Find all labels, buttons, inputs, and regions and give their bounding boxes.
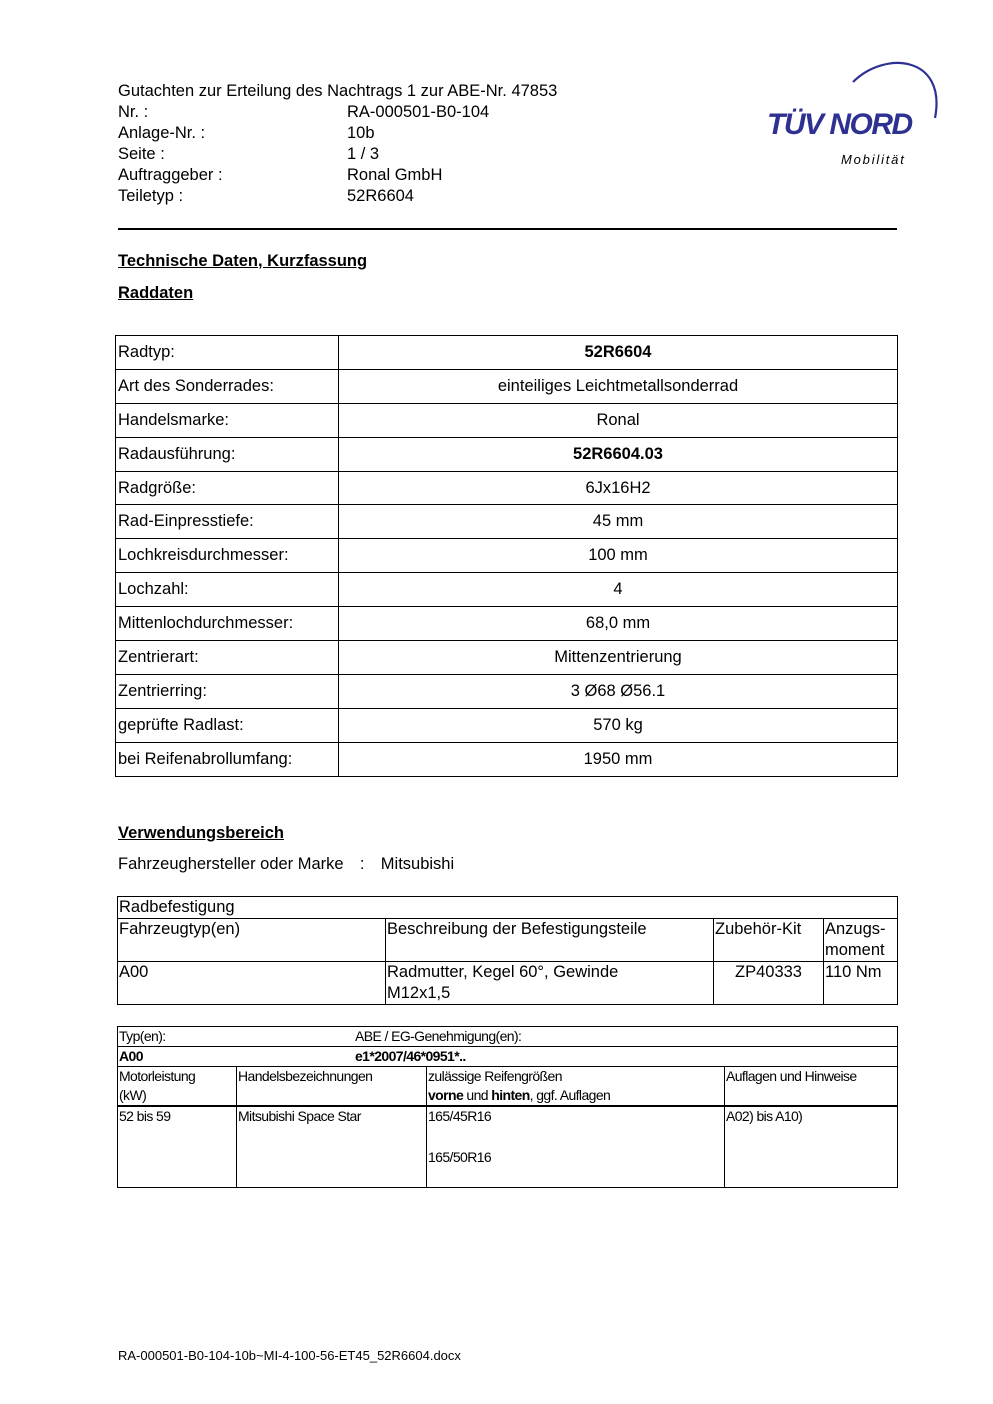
logo-sub: Mobilität <box>841 152 906 167</box>
raddaten-value: 1950 mm <box>339 742 898 776</box>
typ-value: A00 <box>119 1048 143 1064</box>
header-row <box>118 144 557 165</box>
reifen-header-hinten: hinten <box>491 1087 530 1103</box>
typen-value-row <box>118 1047 898 1067</box>
abe-value: e1*2007/46*0951*.. <box>355 1048 466 1064</box>
section-verwendung: Verwendungsbereich <box>118 824 284 842</box>
befestigung-cell: ZP40333 <box>714 962 824 1005</box>
tuv-nord-logo <box>765 56 945 171</box>
befestigung-header: Anzugs- moment <box>824 919 898 962</box>
header-value: RA-000501-B0-104 <box>347 103 490 121</box>
hersteller-label: Fahrzeughersteller oder Marke <box>118 855 344 873</box>
raddaten-value: Mittenzentrierung <box>339 641 898 675</box>
hersteller-value: Mitsubishi <box>380 855 455 873</box>
raddaten-row <box>116 607 898 641</box>
befestigung-header: Fahrzeugtyp(en) <box>118 919 386 962</box>
hersteller-line <box>118 855 454 874</box>
header-label: Nr. : <box>118 103 149 121</box>
typen-table <box>117 1026 898 1188</box>
raddaten-row <box>116 674 898 708</box>
raddaten-label: Radausführung: <box>116 437 339 471</box>
raddaten-value: 52R6604.03 <box>339 437 898 471</box>
reifen-header-line-1: zulässige Reifengrößen <box>428 1068 562 1084</box>
raddaten-value: Ronal <box>339 403 898 437</box>
reifen-1: 165/45R16 <box>428 1108 492 1124</box>
reifen-2: 165/50R16 <box>428 1149 492 1165</box>
cell-auflagen: A02) bis A10) <box>725 1106 898 1188</box>
logo-arc-icon <box>765 56 945 171</box>
befestigung-header: Beschreibung der Befestigungsteile <box>386 919 714 962</box>
raddaten-row <box>116 641 898 675</box>
raddaten-table <box>115 335 898 777</box>
raddaten-label: Zentrierart: <box>116 641 339 675</box>
header-row <box>118 102 557 123</box>
raddaten-value: 100 mm <box>339 539 898 573</box>
cell-handel: Mitsubishi Space Star <box>237 1106 427 1188</box>
befestigung-table <box>117 896 898 1005</box>
hersteller-separator: : <box>359 855 365 873</box>
raddaten-label: Zentrierring: <box>116 674 339 708</box>
header-row <box>118 165 557 186</box>
reifen-header-line-2 <box>428 1086 723 1105</box>
col-reifen-header <box>427 1067 725 1107</box>
header-row <box>118 186 557 207</box>
raddaten-label: Radtyp: <box>116 336 339 370</box>
raddaten-label: Lochzahl: <box>116 573 339 607</box>
header-rule <box>118 228 897 230</box>
raddaten-label: Handelsmarke: <box>116 403 339 437</box>
raddaten-row <box>116 505 898 539</box>
col-handel-header: Handelsbezeichnungen <box>237 1067 427 1107</box>
raddaten-value: 4 <box>339 573 898 607</box>
header-row <box>118 123 557 144</box>
raddaten-value: einteiliges Leichtmetallsonderrad <box>339 369 898 403</box>
raddaten-label: bei Reifenabrollumfang: <box>116 742 339 776</box>
footer-filename: RA-000501-B0-104-10b~MI-4-100-56-ET45_52R6604.docx <box>118 1348 461 1363</box>
col-leistung-header: Motorleistung (kW) <box>118 1067 237 1107</box>
befestigung-cell: 110 Nm <box>824 962 898 1005</box>
raddaten-row <box>116 573 898 607</box>
col-auflagen-header: Auflagen und Hinweise <box>725 1067 898 1107</box>
cell-reifen <box>427 1106 725 1188</box>
reifen-header-auflagen: , ggf. Auflagen <box>529 1087 611 1103</box>
raddaten-label: geprüfte Radlast: <box>116 708 339 742</box>
befestigung-cell: A00 <box>118 962 386 1005</box>
raddaten-value: 6Jx16H2 <box>339 471 898 505</box>
typ-label: Typ(en): <box>119 1028 166 1044</box>
abe-label: ABE / EG-Genehmigung(en): <box>355 1028 522 1044</box>
document-title: Gutachten zur Erteilung des Nachtrags 1 zur ABE-Nr. 47853 <box>118 82 558 100</box>
header-label: Anlage-Nr. : <box>118 124 206 142</box>
raddaten-label: Rad-Einpresstiefe: <box>116 505 339 539</box>
befestigung-cell: Radmutter, Kegel 60°, Gewinde M12x1,5 <box>386 962 714 1005</box>
raddaten-row <box>116 539 898 573</box>
befestigung-header: Zubehör-Kit <box>714 919 824 962</box>
raddaten-row <box>116 437 898 471</box>
raddaten-value: 52R6604 <box>339 336 898 370</box>
header-value: Ronal GmbH <box>347 166 443 184</box>
raddaten-label: Art des Sonderrades: <box>116 369 339 403</box>
raddaten-label: Lochkreisdurchmesser: <box>116 539 339 573</box>
header-label: Teiletyp : <box>118 187 184 205</box>
typen-header-row <box>118 1027 898 1047</box>
header-value: 10b <box>347 124 375 142</box>
raddaten-row <box>116 742 898 776</box>
raddaten-value: 45 mm <box>339 505 898 539</box>
raddaten-label: Mittenlochdurchmesser: <box>116 607 339 641</box>
raddaten-value: 68,0 mm <box>339 607 898 641</box>
raddaten-value: 3 Ø68 Ø56.1 <box>339 674 898 708</box>
raddaten-row <box>116 369 898 403</box>
section-tech: Technische Daten, Kurzfassung <box>118 252 368 270</box>
raddaten-row <box>116 403 898 437</box>
header-value: 52R6604 <box>347 187 414 205</box>
cell-leistung: 52 bis 59 <box>118 1106 237 1188</box>
section-raddaten: Raddaten <box>118 284 194 302</box>
raddaten-label: Radgröße: <box>116 471 339 505</box>
raddaten-row <box>116 708 898 742</box>
header-label: Seite : <box>118 145 165 163</box>
raddaten-row <box>116 471 898 505</box>
document-header <box>118 81 557 207</box>
reifen-header-und: und <box>463 1087 492 1103</box>
logo-brand: TÜV NORD <box>767 108 912 141</box>
reifen-header-vorne: vorne <box>428 1087 464 1103</box>
raddaten-row <box>116 336 898 370</box>
header-value: 1 / 3 <box>347 145 380 163</box>
header-label: Auftraggeber : <box>118 166 223 184</box>
befestigung-title: Radbefestigung <box>118 897 898 919</box>
raddaten-value: 570 kg <box>339 708 898 742</box>
